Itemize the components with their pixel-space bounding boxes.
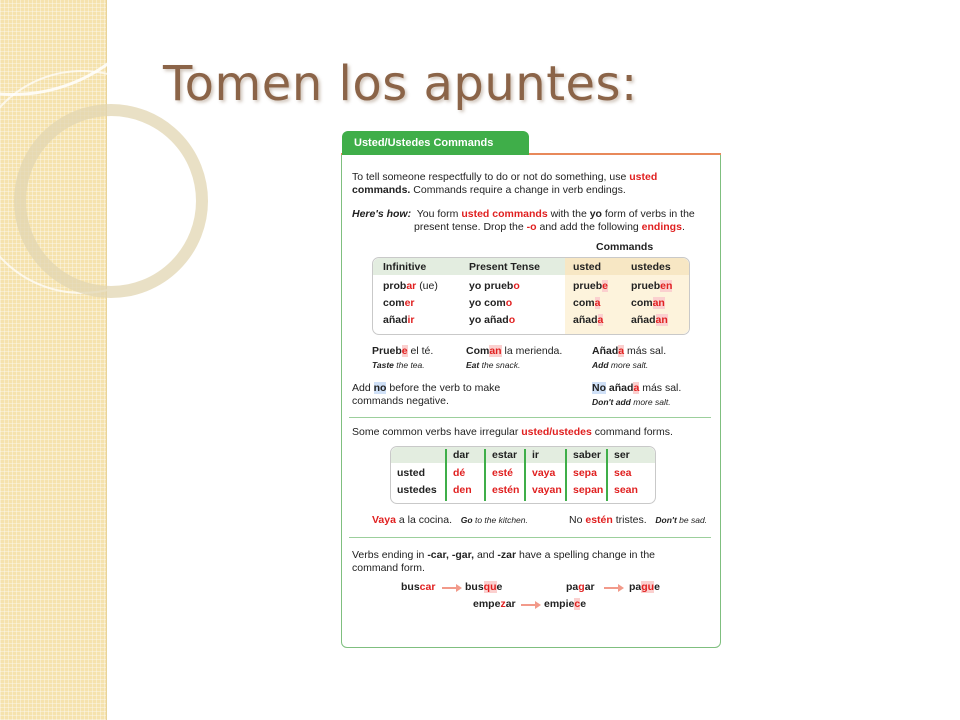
negative-rule-line-1: Add no before the verb to make [352, 382, 501, 394]
table-cell: coma [573, 297, 601, 309]
irr-header: dar [453, 449, 470, 461]
intro-line-2: commands. Commands require a change in verb endings. [352, 184, 626, 196]
irr-header: ir [532, 449, 540, 461]
header-ustedes: ustedes [631, 261, 671, 273]
table-cell: vaya [532, 467, 556, 479]
irregular-table [390, 446, 656, 504]
table-cell: prueben [631, 280, 673, 292]
spelling-rule-line-2: command form. [352, 562, 425, 574]
slide-title: Tomen los apuntes: [163, 56, 638, 112]
example-translation: Don't add more salt. [592, 397, 671, 407]
example-sentence: No estén tristes. Don't be sad. [569, 514, 708, 526]
table-cell: estén [492, 484, 520, 496]
table-cell: vayan [532, 484, 562, 496]
arrow-icon [521, 604, 537, 606]
table-cell: añadan [631, 314, 668, 326]
table-cell: sepan [573, 484, 604, 496]
irregular-intro: Some common verbs have irregular usted/ustedes command forms. [352, 426, 673, 438]
table-cell: dé [453, 467, 466, 479]
example-translation: Eat the snack. [466, 360, 521, 370]
example-translation: Add more salt. [592, 360, 649, 370]
negative-rule-line-2: commands negative. [352, 395, 449, 407]
decorative-sidebar [0, 0, 107, 720]
textbook-excerpt [341, 131, 721, 648]
table-cell: añadir [383, 314, 415, 326]
table-cell: pruebe [573, 280, 609, 292]
table-cell: yo pruebo [469, 280, 520, 292]
example-sentence: Coman la merienda. [466, 345, 563, 357]
spelling-to: pague [629, 581, 660, 593]
decorative-ring [14, 104, 208, 298]
section-divider [349, 537, 711, 538]
table-cell: coman [631, 297, 665, 309]
arrow-icon [604, 587, 620, 589]
spelling-from: empezar [473, 598, 516, 610]
table-cell: sean [614, 484, 638, 496]
howto-line-2: present tense. Drop the -o and add the following endings. [414, 221, 685, 233]
spelling-to: busque [465, 581, 503, 593]
irr-header: estar [492, 449, 518, 461]
decorative-circle [0, 0, 176, 96]
irr-row-label: usted [397, 467, 426, 479]
example-sentence: Vaya a la cocina. Go to the kitchen. [372, 514, 528, 526]
table-cell: yo añado [469, 314, 516, 326]
example-sentence: Añada más sal. [592, 345, 667, 357]
table-cell: añada [573, 314, 604, 326]
spelling-to: empiece [544, 598, 587, 610]
spelling-from: pagar [566, 581, 595, 593]
header-infinitive: Infinitive [383, 261, 427, 273]
header-present-tense: Present Tense [469, 261, 541, 273]
irr-header: ser [614, 449, 630, 461]
section-divider [349, 417, 711, 418]
example-translation: Taste the tea. [372, 360, 425, 370]
header-usted: usted [573, 261, 602, 273]
section-tab: Usted/Ustedes Commands [342, 131, 529, 155]
table-cell: den [453, 484, 472, 496]
spelling-rule-line-1: Verbs ending in -car, -gar, and -zar have a spelling change in the [352, 549, 656, 561]
table-cell: sea [614, 467, 632, 479]
intro-line-1: To tell someone respectfully to do or not do something, use usted [352, 171, 658, 183]
table-cell: probar (ue) [383, 280, 438, 292]
irr-row-label: ustedes [397, 484, 437, 496]
spelling-from: buscar [401, 581, 436, 593]
irr-header: saber [573, 449, 602, 461]
table-cell: esté [492, 467, 514, 479]
table-cell: yo como [469, 297, 513, 309]
commands-label: Commands [596, 241, 654, 253]
example-sentence: No añada más sal. [592, 382, 682, 394]
arrow-icon [442, 587, 458, 589]
table-cell: comer [383, 297, 415, 309]
conjugation-table [372, 257, 690, 335]
table-cell: sepa [573, 467, 597, 479]
example-sentence: Pruebe el té. [372, 345, 434, 357]
howto-line-1: Here's how: You form usted commands with the yo form of verbs in the [352, 208, 695, 220]
